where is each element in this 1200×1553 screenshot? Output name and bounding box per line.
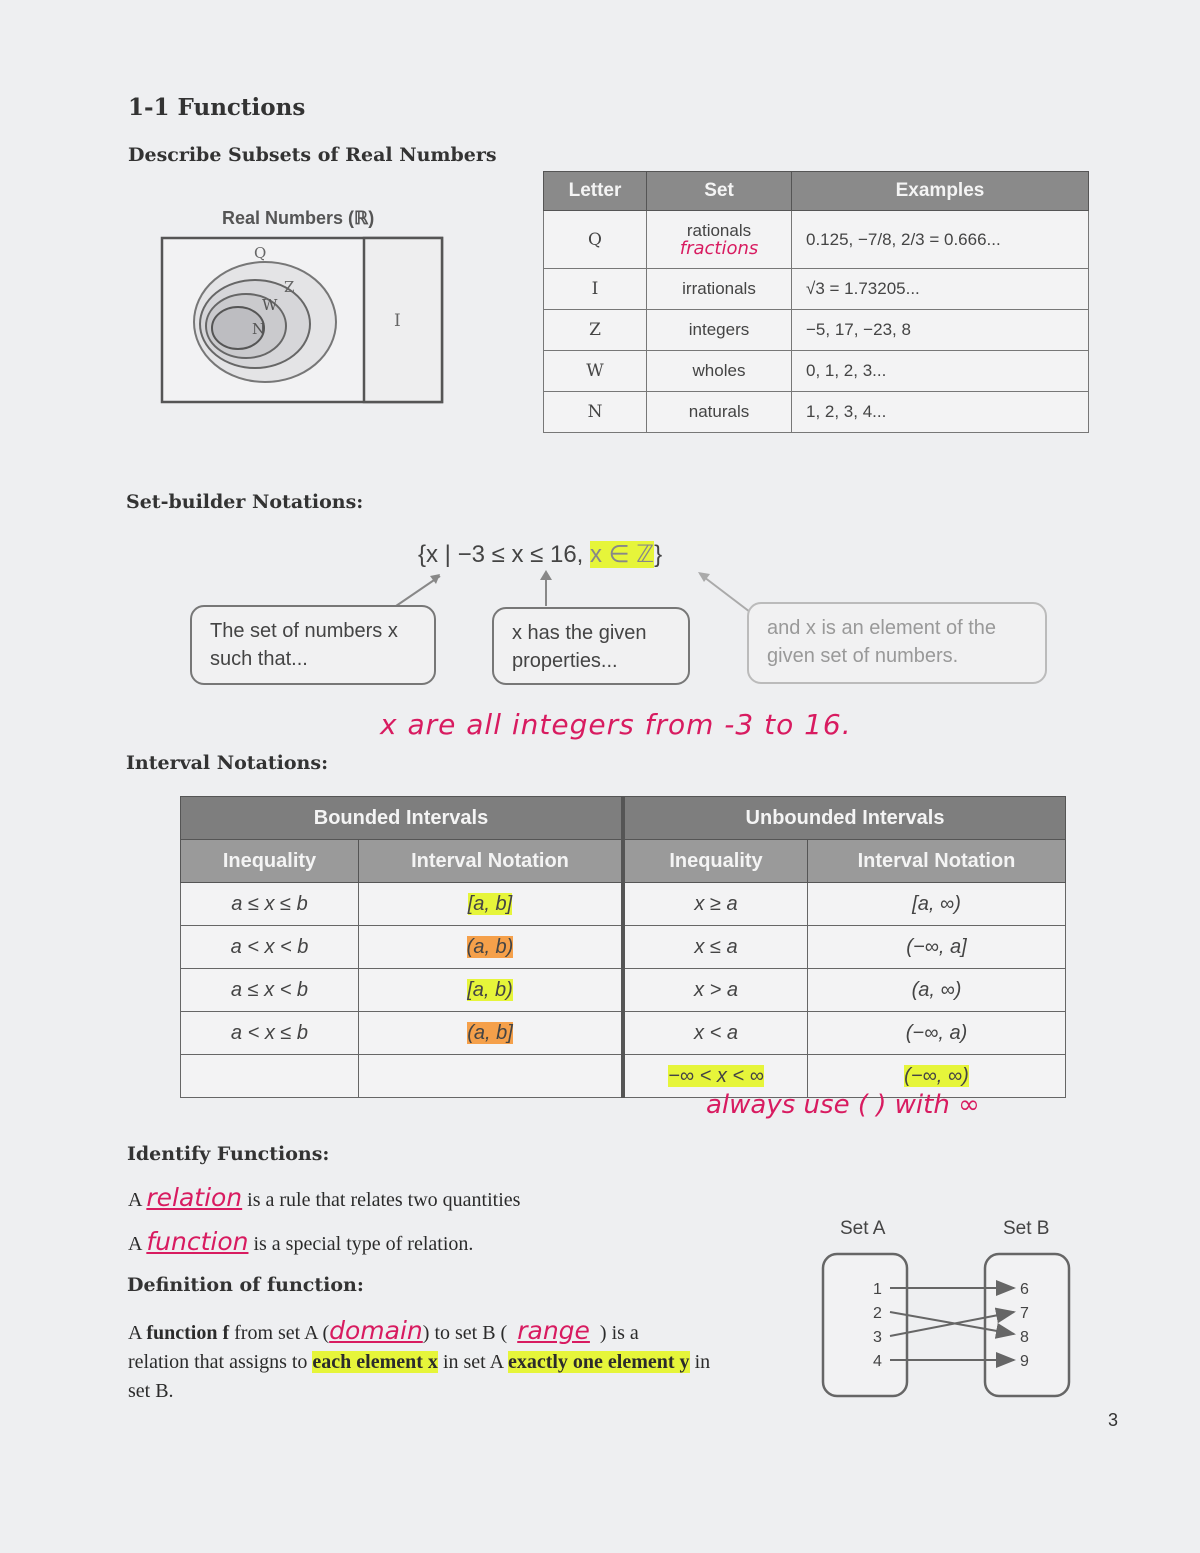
- setbuilder-expression: [418, 540, 662, 569]
- cell-letter: W: [544, 351, 647, 392]
- real-numbers-venn-diagram: [160, 236, 445, 404]
- handwritten-setbuilder-note: x are all integers from -3 to 16.: [380, 708, 852, 741]
- set-b-label: Set B: [1003, 1218, 1050, 1239]
- header-set: Set: [647, 172, 792, 211]
- set-a-item: 2: [873, 1305, 882, 1322]
- cell-example: 1, 2, 3, 4...: [792, 392, 1089, 433]
- set-a-item: 4: [873, 1353, 882, 1370]
- function-sentence: [128, 1227, 473, 1256]
- cell-bounded-notation: [359, 1055, 624, 1098]
- header-bounded: Bounded Intervals: [181, 797, 624, 840]
- highlighted-notation: (a, b): [466, 935, 514, 958]
- cell-bounded-notation: [359, 926, 624, 969]
- cell-bounded-notation: [359, 883, 624, 926]
- cell-unbounded-notation: (a, ∞): [808, 969, 1066, 1012]
- table-row: [544, 351, 1089, 392]
- relation-post: is a rule that relates two quantities: [242, 1189, 521, 1211]
- section-definition-heading: Definition of function:: [127, 1274, 364, 1296]
- header-inequality-bounded: Inequality: [181, 840, 359, 883]
- cell-unbounded-inequality: x > a: [623, 969, 808, 1012]
- set-b-item: 8: [1020, 1329, 1029, 1346]
- venn-i: I: [394, 311, 401, 331]
- table-row: [544, 269, 1089, 310]
- handwritten-relation: relation: [146, 1183, 243, 1212]
- cell-set: irrationals: [647, 269, 792, 310]
- cell-bounded-inequality: [181, 1055, 359, 1098]
- real-number-subsets-table: [543, 171, 1089, 433]
- venn-z: Z: [284, 278, 295, 296]
- venn-label: Real Numbers (ℝ): [222, 208, 375, 228]
- table-row: [181, 1012, 1066, 1055]
- cell-unbounded-inequality: x ≥ a: [623, 883, 808, 926]
- def-bold-function: function f: [146, 1322, 230, 1344]
- def-text: in set A: [437, 1351, 508, 1373]
- venn-n: N: [252, 320, 266, 338]
- cell-unbounded-notation: (−∞, a): [808, 1012, 1066, 1055]
- def-text: set B.: [128, 1380, 174, 1402]
- interval-notation-table: [180, 796, 1066, 1098]
- table-row: [181, 969, 1066, 1012]
- cell-bounded-inequality: a < x ≤ b: [181, 1012, 359, 1055]
- callout-such-that: The set of numbers x such that...: [190, 605, 436, 685]
- page-number: 3: [1108, 1410, 1119, 1430]
- highlighted-notation: (−∞, ∞): [904, 1064, 969, 1087]
- header-examples: Examples: [792, 172, 1089, 211]
- table-row: [544, 310, 1089, 351]
- cell-unbounded-inequality: x ≤ a: [623, 926, 808, 969]
- set-a-item: 1: [873, 1281, 882, 1298]
- cell-letter: Z: [544, 310, 647, 351]
- function-mapping-diagram: [818, 1250, 1078, 1400]
- handwritten-fractions: fractions: [679, 237, 759, 259]
- cell-bounded-notation: [359, 1012, 624, 1055]
- cell-bounded-inequality: a ≤ x < b: [181, 969, 359, 1012]
- cell-letter: I: [544, 269, 647, 310]
- section-setbuilder-heading: Set-builder Notations:: [126, 491, 364, 513]
- setbuilder-main: {x | −3 ≤ x ≤ 16,: [418, 541, 590, 568]
- function-definition: [128, 1316, 818, 1406]
- handwritten-range: range: [517, 1316, 590, 1345]
- set-a-label: Set A: [840, 1218, 886, 1239]
- set-name: rationals: [686, 220, 752, 240]
- header-unbounded: Unbounded Intervals: [623, 797, 1066, 840]
- highlighted-notation: [a, b): [467, 978, 513, 1001]
- page-title: 1-1 Functions: [128, 94, 306, 121]
- highlighted-notation: (a, b]: [467, 1021, 513, 1044]
- highlighted-notation: [a, b]: [467, 892, 513, 915]
- table-row: [544, 392, 1089, 433]
- highlighted-inequality: −∞ < x < ∞: [668, 1064, 764, 1087]
- header-notation-bounded: Interval Notation: [359, 840, 624, 883]
- section-subsets-heading: Describe Subsets of Real Numbers: [128, 144, 497, 166]
- def-text: from set A (: [229, 1322, 330, 1344]
- def-text: ) is a: [599, 1322, 639, 1344]
- table-row: [181, 926, 1066, 969]
- def-text: A: [128, 1322, 147, 1344]
- handwritten-function: function: [146, 1227, 249, 1256]
- header-inequality-unbounded: Inequality: [623, 840, 808, 883]
- callout-properties: x has the given properties...: [492, 607, 690, 685]
- cell-unbounded-notation: (−∞, a]: [808, 926, 1066, 969]
- set-b-item: 6: [1020, 1281, 1029, 1298]
- set-b-item: 9: [1020, 1353, 1029, 1370]
- section-interval-heading: Interval Notations:: [126, 752, 329, 774]
- setbuilder-end: }: [654, 541, 663, 568]
- cell-bounded-inequality: a ≤ x ≤ b: [181, 883, 359, 926]
- cell-set: [647, 211, 792, 269]
- cell-letter: N: [544, 392, 647, 433]
- cell-example: 0, 1, 2, 3...: [792, 351, 1089, 392]
- handwritten-infinity-note: always use ( ) with ∞: [706, 1090, 980, 1120]
- cell-set: wholes: [647, 351, 792, 392]
- def-text: relation that assigns to: [128, 1351, 313, 1373]
- cell-set: integers: [647, 310, 792, 351]
- table-row: [544, 211, 1089, 269]
- cell-unbounded-inequality: x < a: [623, 1012, 808, 1055]
- cell-letter: Q: [544, 211, 647, 269]
- set-a-item: 3: [873, 1329, 882, 1346]
- relation-sentence: [128, 1183, 520, 1212]
- section-identify-heading: Identify Functions:: [127, 1143, 330, 1165]
- handwritten-domain: domain: [329, 1316, 423, 1345]
- function-pre: A: [128, 1233, 147, 1255]
- set-b-item: 7: [1020, 1305, 1029, 1322]
- cell-example: 0.125, −7/8, 2/3 = 0.666...: [792, 211, 1089, 269]
- def-text: in: [689, 1351, 711, 1373]
- function-post: is a special type of relation.: [248, 1233, 474, 1255]
- cell-bounded-inequality: a < x < b: [181, 926, 359, 969]
- venn-w: W: [262, 296, 278, 314]
- def-highlight-exactly-one: exactly one element y: [507, 1351, 690, 1373]
- venn-q: Q: [254, 244, 267, 262]
- cell-example: √3 = 1.73205...: [792, 269, 1089, 310]
- def-highlight-each-element: each element x: [312, 1351, 438, 1373]
- callout-element-of: and x is an element of the given set of numbers.: [747, 602, 1047, 684]
- cell-unbounded-notation: [a, ∞): [808, 883, 1066, 926]
- def-text: ) to set B (: [422, 1322, 508, 1344]
- setbuilder-highlight: x ∈ ℤ: [590, 541, 655, 568]
- cell-example: −5, 17, −23, 8: [792, 310, 1089, 351]
- header-letter: Letter: [544, 172, 647, 211]
- cell-set: naturals: [647, 392, 792, 433]
- cell-bounded-notation: [359, 969, 624, 1012]
- relation-pre: A: [128, 1189, 147, 1211]
- table-row: [181, 883, 1066, 926]
- header-notation-unbounded: Interval Notation: [808, 840, 1066, 883]
